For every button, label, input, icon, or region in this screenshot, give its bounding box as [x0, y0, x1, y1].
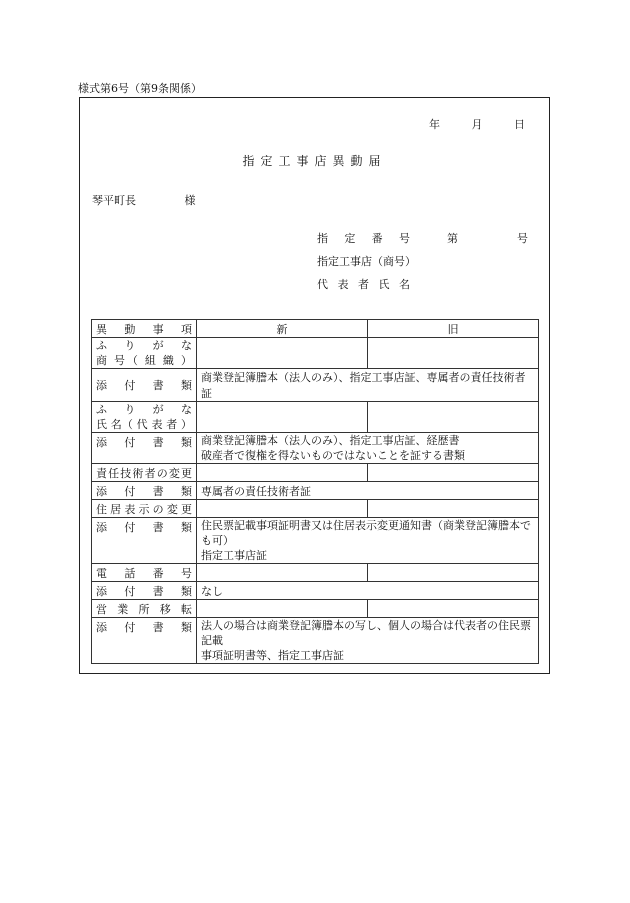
trade-name-label	[92, 338, 197, 369]
shop-name-label: 指定工事店（商号）	[317, 255, 416, 268]
day-label[interactable]: 日	[514, 118, 525, 131]
rep-name-text: 氏 名（ 代 表 者 ）	[96, 418, 192, 431]
attach-rep-line2: 破産者で復権を得ないものではないことを証する書類	[201, 449, 465, 462]
office-move-label: 営 業 所 移 転	[92, 600, 197, 618]
date-line	[401, 116, 525, 132]
form-number: 様式第6号（第9条関係）	[78, 82, 202, 95]
attach-address-text	[197, 518, 539, 564]
table-row	[92, 618, 539, 664]
office-old-field[interactable]	[368, 600, 539, 618]
table-header-row	[92, 320, 539, 338]
addressee	[92, 192, 196, 208]
attach-label: 添付書類	[92, 482, 197, 500]
attach-office-line2: 事項証明書等、指定工事店証	[201, 649, 344, 662]
engineer-new-field[interactable]	[197, 464, 368, 482]
phone-label: 電 話 番 号	[92, 564, 197, 582]
table-row	[92, 518, 539, 564]
page-title: 指定工事店異動届	[242, 154, 387, 168]
table-row	[92, 338, 539, 369]
table-row	[92, 582, 539, 600]
table-row	[92, 482, 539, 500]
table-row	[92, 464, 539, 482]
table-row	[92, 402, 539, 433]
trade-name-old-field[interactable]	[368, 338, 539, 369]
attach-address-line2: 指定工事店証	[201, 549, 267, 562]
header-new: 新	[197, 320, 368, 338]
designation-number-row[interactable]	[317, 230, 528, 246]
table-row	[92, 369, 539, 402]
address-new-field[interactable]	[197, 500, 368, 518]
rep-name-new-field[interactable]	[197, 402, 368, 433]
attach-rep-line1: 商業登記簿謄本（法人のみ）、指定工事店証、経歴書	[201, 434, 460, 447]
furigana-label: ふ り が な	[96, 339, 192, 352]
attach-label: 添付書類	[92, 582, 197, 600]
office-new-field[interactable]	[197, 600, 368, 618]
shop-name-row[interactable]	[317, 253, 416, 269]
form-frame	[79, 97, 550, 674]
attach-address-line1: 住民票記載事項証明書又は住居表示変更通知書（商業登記簿謄本でも可）	[201, 519, 531, 547]
month-label[interactable]: 月	[471, 118, 483, 131]
header-old: 旧	[368, 320, 539, 338]
attach-label: 添付書類	[92, 369, 197, 402]
engineer-old-field[interactable]	[368, 464, 539, 482]
furigana-label: ふ り が な	[96, 403, 192, 416]
phone-new-field[interactable]	[197, 564, 368, 582]
attach-office-line1: 法人の場合は商業登記簿謄本の写し、個人の場合は代表者の住民票記載	[201, 619, 531, 647]
phone-old-field[interactable]	[368, 564, 539, 582]
change-table	[91, 319, 539, 664]
attach-office-text	[197, 618, 539, 664]
table-row	[92, 564, 539, 582]
attach-trade-text: 商業登記簿謄本（法人のみ）、指定工事店証、専属者の責任技術者証	[197, 369, 539, 402]
attach-rep-text	[197, 433, 539, 464]
designation-number-label: 指 定 番 号	[317, 232, 410, 245]
designation-number-dai: 第	[447, 232, 458, 245]
trade-name-text: 商 号（ 組 織 ）	[96, 354, 192, 367]
table-row	[92, 500, 539, 518]
representative-label: 代 表 者 氏 名	[317, 278, 410, 291]
addressee-name: 琴平町長	[92, 194, 136, 207]
addressee-honorific: 様	[184, 194, 196, 207]
table-row	[92, 433, 539, 464]
attach-label: 添付書類	[92, 518, 197, 564]
attach-label: 添付書類	[92, 618, 197, 664]
header-item: 異 動 事 項	[92, 320, 197, 338]
attach-phone-text: なし	[197, 582, 539, 600]
address-old-field[interactable]	[368, 500, 539, 518]
attach-label: 添付書類	[92, 433, 197, 464]
designation-number-go: 号	[517, 232, 528, 245]
trade-name-new-field[interactable]	[197, 338, 368, 369]
attach-engineer-text: 専属者の責任技術者証	[197, 482, 539, 500]
year-label[interactable]: 年	[429, 118, 440, 131]
rep-name-label	[92, 402, 197, 433]
table-row	[92, 600, 539, 618]
engineer-change-label: 責任技術者の変更	[92, 464, 197, 482]
address-change-label: 住居表示の変更	[92, 500, 197, 518]
representative-row[interactable]	[317, 276, 410, 292]
rep-name-old-field[interactable]	[368, 402, 539, 433]
